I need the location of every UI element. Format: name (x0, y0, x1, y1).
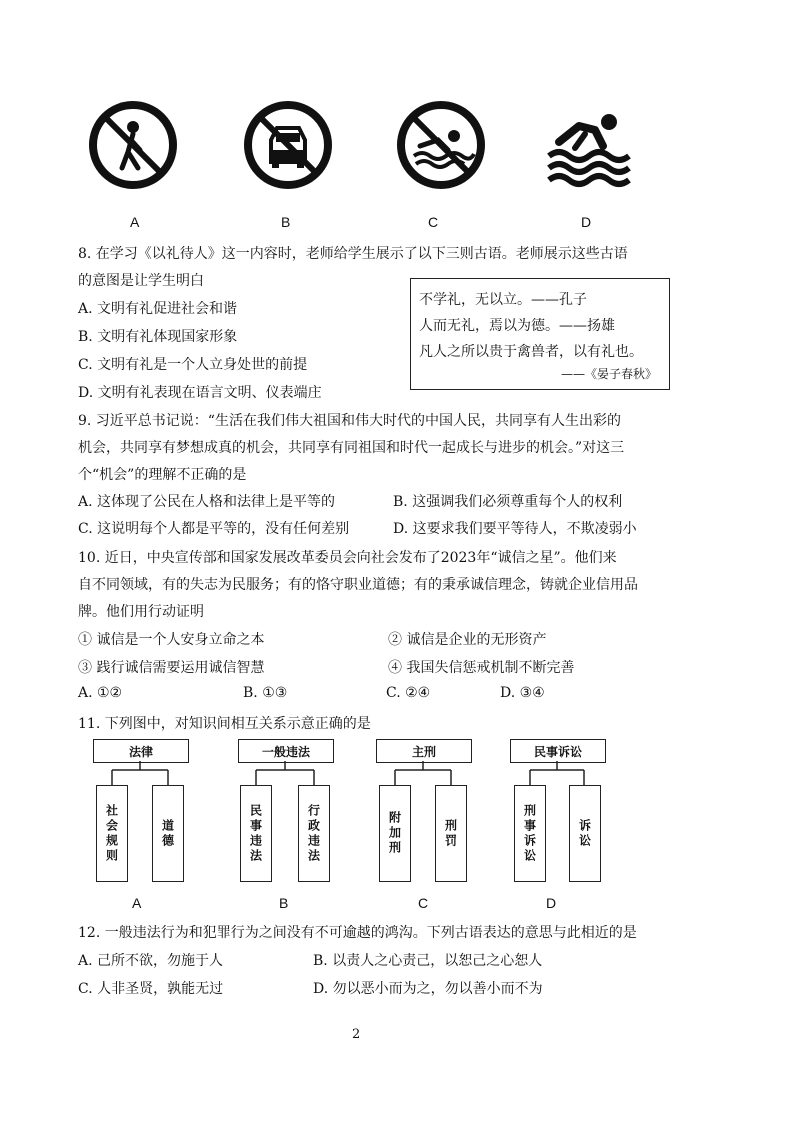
sign-label-d: D (581, 214, 592, 230)
diagram-b-top: 一般违法 (238, 739, 334, 763)
q9-stem-line1: 9. 习近平总书记说：“生活在我们伟大祖国和伟大时代的中国人民，共同享有人生出彩的 (78, 413, 621, 429)
q10-statement-4: ④ 我国失信惩戒机制不断完善 (388, 660, 575, 676)
q10-option-a: A. ①② (78, 685, 123, 701)
diagram-b-left: 民事违法 (240, 785, 272, 882)
diagram-a-top: 法律 (93, 739, 189, 763)
quote-source: ——《晏子春秋》 (561, 367, 658, 381)
q10-stem-line1: 10. 近日，中央宣传部和国家发展改革委员会向社会发布了2023年“诚信之星”。他们来 (78, 550, 617, 566)
sign-label-c: C (428, 214, 439, 230)
q10-option-d: D. ③④ (500, 685, 545, 701)
diagram-d-top: 民事诉讼 (510, 739, 606, 763)
q8-option-d: D. 文明有礼表现在语言文明、仪表端庄 (78, 385, 322, 401)
diagram-b-right: 行政违法 (298, 785, 330, 882)
q12-option-b: B. 以责人之心责己，以恕己之心恕人 (313, 953, 543, 969)
diagram-c-label: C (418, 895, 429, 911)
quote-confucius: 不学礼，无以立。——孔子 (419, 292, 587, 308)
quote-yang-xiong: 人而无礼，焉以为德。——扬雄 (419, 318, 615, 334)
q10-statement-3: ③ 践行诚信需要运用诚信智慧 (78, 660, 265, 676)
diagram-a-label: A (132, 895, 142, 911)
diagram-b-label: B (279, 895, 289, 911)
q9-option-b: B. 这强调我们必须尊重每个人的权利 (393, 494, 623, 510)
diagram-a-left: 社会规则 (96, 785, 128, 882)
q8-option-c: C. 文明有礼是一个人立身处世的前提 (78, 357, 308, 373)
q8-stem-line1: 8. 在学习《以礼待人》这一内容时，老师给学生展示了以下三则古语。老师展示这些古语 (78, 246, 628, 262)
q10-statement-1: ① 诚信是一个人安身立命之本 (78, 632, 265, 648)
quote-yanzi: 凡人之所以贵于禽兽者，以有礼也。 (419, 344, 643, 360)
q9-option-a: A. 这体现了公民在人格和法律上是平等的 (78, 494, 336, 510)
q9-option-d: D. 这要求我们要平等待人，不欺凌弱小 (393, 521, 637, 537)
q10-option-c: C. ②④ (386, 685, 431, 701)
diagram-c-right: 刑罚 (435, 785, 467, 882)
diagram-d-label: D (546, 895, 557, 911)
q10-statement-2: ② 诚信是企业的无形资产 (388, 632, 547, 648)
diagram-d-left: 刑事诉讼 (514, 785, 546, 882)
q8-option-a: A. 文明有礼促进社会和谐 (78, 301, 238, 317)
q9-stem-line2: 机会，共同享有梦想成真的机会，共同享有同祖国和时代一起成长与进步的机会。”对这三 (78, 440, 625, 456)
q9-option-c: C. 这说明每个人都是平等的，没有任何差别 (78, 521, 350, 537)
sign-label-b: B (281, 214, 291, 230)
diagram-c-left: 附加刑 (379, 785, 411, 882)
diagram-c-top: 主刑 (376, 739, 472, 763)
page-number: 2 (352, 1027, 361, 1042)
sign-label-a: A (130, 214, 140, 230)
q8-stem-line2: 的意图是让学生明白 (78, 273, 204, 289)
q11-stem: 11. 下列图中，对知识间相互关系示意正确的是 (78, 716, 371, 732)
q10-stem-line3: 牌。他们用行动证明 (78, 604, 204, 620)
q8-option-b: B. 文明有礼体现国家形象 (78, 329, 238, 345)
q12-stem: 12. 一般违法行为和犯罪行为之间没有不可逾越的鸿沟。下列古语表达的意思与此相近的是 (78, 925, 637, 941)
q10-stem-line2: 自不同领域，有的失志为民服务；有的恪守职业道德；有的秉承诚信理念，铸就企业信用品 (78, 577, 638, 593)
q12-option-c: C. 人非圣贤，孰能无过 (78, 981, 224, 997)
q9-stem-line3: 个“机会”的理解不正确的是 (78, 467, 247, 483)
diagram-a-right: 道德 (152, 785, 184, 882)
q12-option-d: D. 勿以恶小而为之，勿以善小而不为 (313, 981, 543, 997)
q12-option-a: A. 己所不欲，勿施于人 (78, 953, 224, 969)
q10-option-b: B. ①③ (243, 685, 288, 701)
diagram-d-right: 诉讼 (569, 785, 601, 882)
